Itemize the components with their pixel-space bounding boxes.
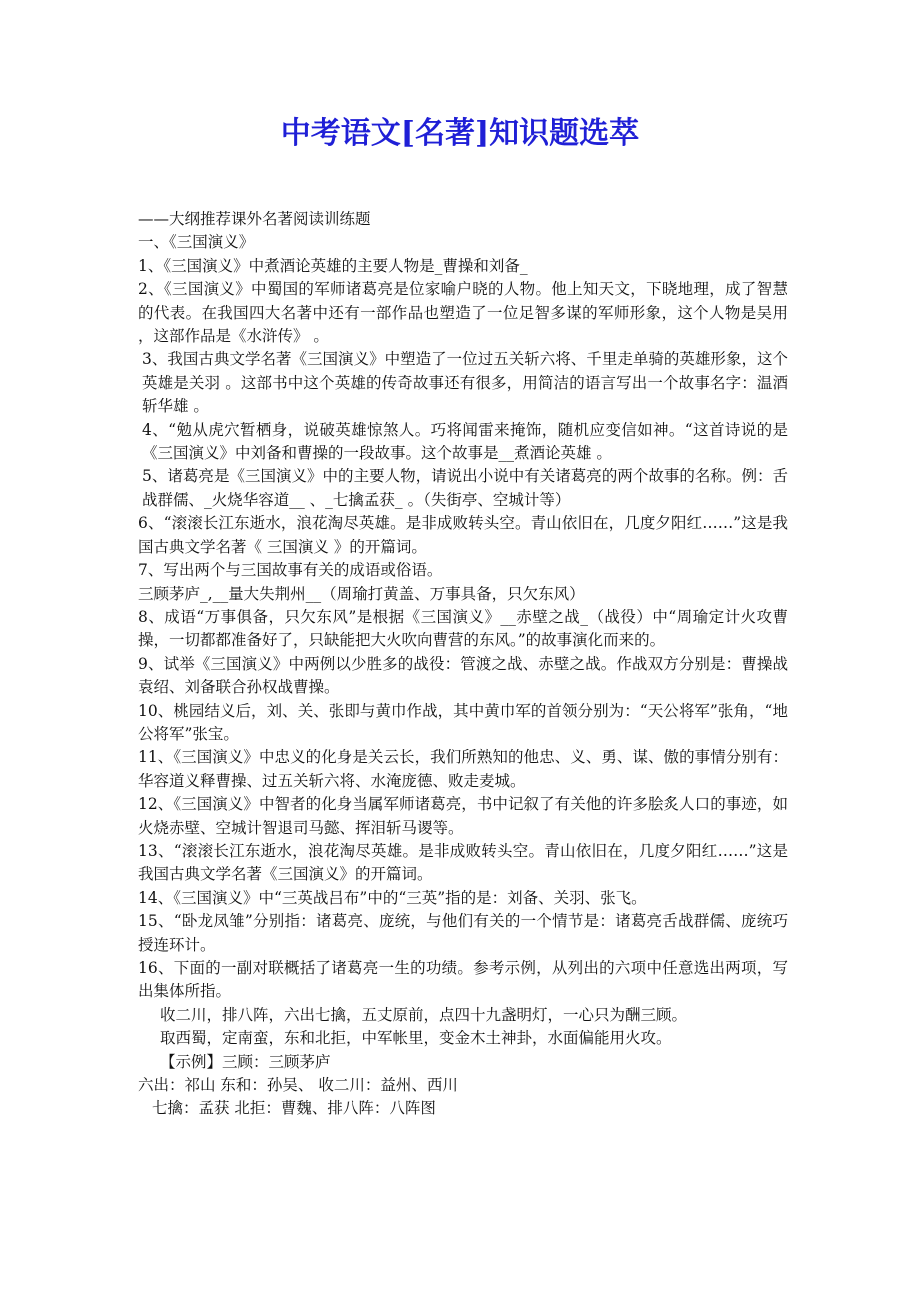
question-14: 14、《三国演义》中“三英战吕布”中的“三英”指的是：刘备、关羽、张飞。 — [138, 888, 647, 907]
question-2: 2、《三国演义》中蜀国的军师诸葛亮是位家喻户晓的人物。他上知天文，下晓地理，成了智慧的代表。在我国四大名著中还有一部作品也塑造了一位足智多谋的军师形象，这个人物是吴用 ，这部作品是《水浒传》 。 — [138, 280, 788, 346]
question-7-answer: 三顾茅庐_,__量大失荆州__（周瑜打黄盖、万事具备，只欠东风） — [138, 584, 585, 603]
question-13: 13、“滚滚长江东逝水，浪花淘尽英雄。是非成败转头空。青山依旧在，几度夕阳红……”这是我国古典文学名著《三国演义》的开篇词。 — [138, 841, 788, 884]
example-line: 【示例】三顾：三顾茅庐 — [160, 1052, 331, 1071]
question-11: 11、《三国演义》中忠义的化身是关云长，我们所熟知的他忠、义、勇、谋、傲的事情分别有：华容道义释曹操、过五关斩六将、水淹庞德、败走麦城。 — [138, 748, 788, 790]
question-7: 7、写出两个与三国故事有关的成语或俗语。 — [138, 561, 443, 580]
question-4: 4、“勉从虎穴暂栖身，说破英雄惊煞人。巧将闻雷来掩饰，随机应变信如神。“这首诗说的是《三国演义》中刘备和曹操的一段故事。这个故事是__煮酒论英雄 。 — [142, 420, 788, 463]
question-12: 12、《三国演义》中智者的化身当属军师诸葛亮，书中记叙了有关他的许多脍炙人口的事迹，如火烧赤壁、空城计智退司马懿、挥泪斩马谡等。 — [138, 795, 788, 837]
document-body — [138, 208, 788, 1121]
question-16: 16、下面的一副对联概括了诸葛亮一生的功绩。参考示例，从列出的六项中任意选出两项，写出集体所指。 — [138, 959, 788, 1001]
question-5: 5、诸葛亮是《三国演义》中的主要人物，请说出小说中有关诸葛亮的两个故事的名称。例：舌战群儒、_火烧华容道__ 、_七擒孟获_ 。（失街亭、空城计等） — [142, 467, 788, 509]
question-10: 10、桃园结义后，刘、关、张即与黄巾作战，其中黄巾军的首领分别为：“天公将军”张角，“地公将军”张宝。 — [138, 701, 788, 743]
document-title: 中考语文[名著]知识题选萃 — [280, 116, 640, 151]
section-heading: 一、《三国演义》 — [138, 233, 255, 252]
answer-line-1: 六出：祁山 东和：孙吴、 收二川：益州、西川 — [138, 1076, 458, 1095]
question-1: 1、《三国演义》中煮酒论英雄的主要人物是_曹操和刘备_ — [138, 256, 528, 275]
question-9: 9、试举《三国演义》中两例以少胜多的战役：管渡之战、赤壁之战。作战双方分别是：曹操战袁绍、刘备联合孙权战曹操。 — [138, 654, 788, 697]
answer-line-2: 七擒：孟获 北拒：曹魏、排八阵：八阵图 — [152, 1099, 436, 1118]
question-15: 15、“卧龙凤雏”分别指：诸葛亮、庞统，与他们有关的一个情节是：诸葛亮舌战群儒、庞统巧授连环计。 — [138, 912, 788, 954]
question-6: 6、“滚滚长江东逝水，浪花淘尽英雄。是非成败转头空。青山依旧在，几度夕阳红……”这是我国古典文学名著《 三国演义 》的开篇词。 — [138, 514, 788, 556]
subtitle-line: ——大纲推荐课外名著阅读训练题 — [138, 210, 371, 228]
couplet-line-1: 收二川，排八阵，六出七擒，五丈原前，点四十九盏明灯，一心只为酬三顾。 — [160, 1005, 688, 1024]
question-3: 3、我国古典文学名著《三国演义》中塑造了一位过五关斩六将、千里走单骑的英雄形象，这个英雄是关羽 。这部书中这个英雄的传奇故事还有很多，用简洁的语言写出一个故事名字：温酒斩华雄 。 — [142, 350, 788, 416]
question-8: 8、成语“万事俱备，只欠东风”是根据《三国演义》__赤壁之战_（战役）中“周瑜定计火攻曹操，一切都都准备好了，只缺能把大火吹向曹营的东风。”的故事演化而来的。 — [138, 607, 788, 650]
couplet-line-2: 取西蜀，定南蛮，东和北拒，中军帐里，变金木土神卦，水面偏能用火攻。 — [160, 1029, 672, 1048]
